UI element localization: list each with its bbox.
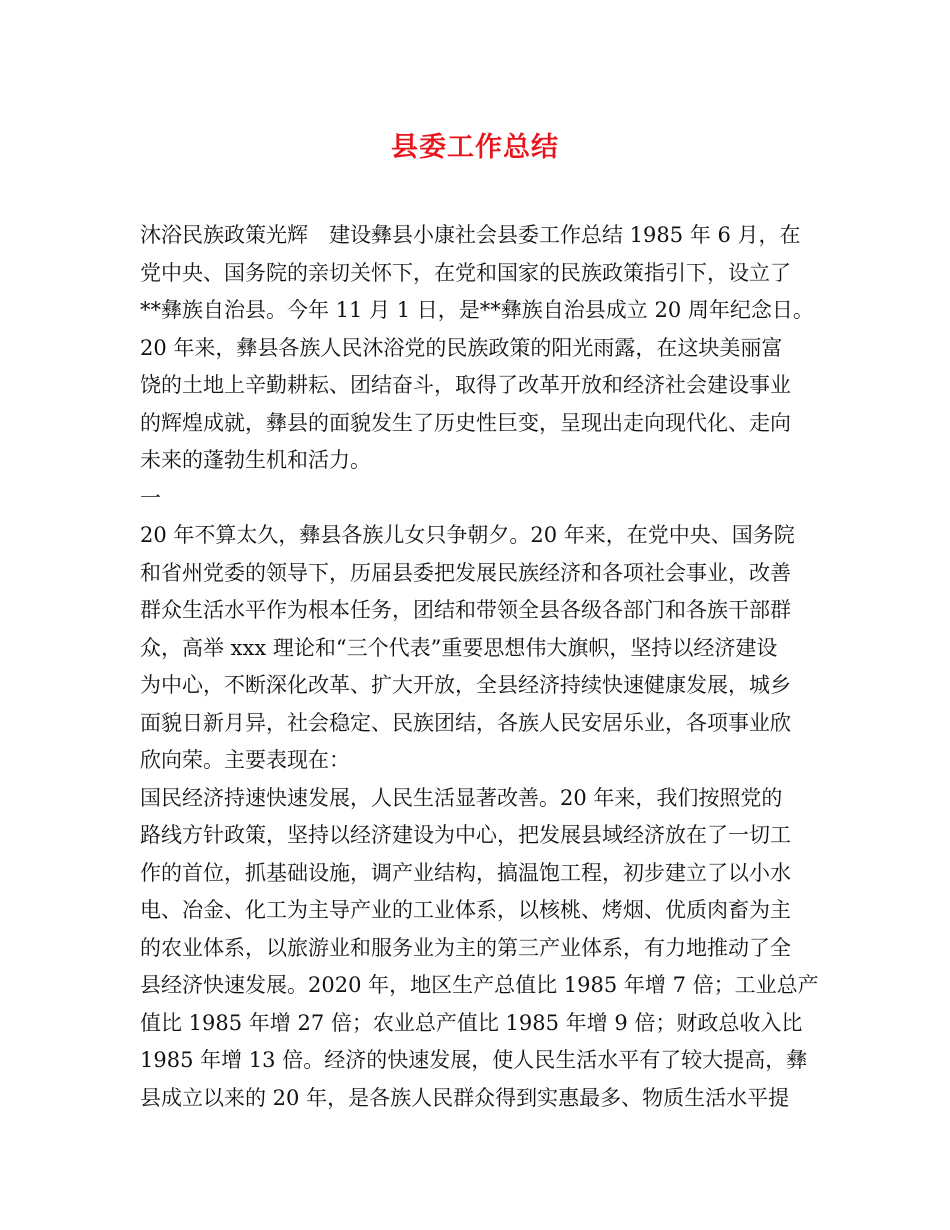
body-line: 的农业体系，以旅游业和服务业为主的第三产业体系，有力地推动了全 [140, 935, 791, 960]
body-line: 作的首位，抓基础设施，调产业结构，搞温饱工程，初步建立了以小水 [140, 860, 791, 885]
body-line: 众，高举 xxx 理论和“三个代表”重要思想伟大旗帜，坚持以经济建设 [140, 635, 778, 660]
body-line: 的辉煌成就，彝县的面貌发生了历史性巨变，呈现出走向现代化、走向 [140, 410, 791, 435]
body-line: 欣向荣。主要表现在： [140, 748, 350, 772]
body-line: 路线方针政策，坚持以经济建设为中心，把发展县域经济放在了一切工 [140, 823, 791, 847]
document-title: 县委工作总结 [391, 132, 559, 163]
body-line: 值比 1985 年增 27 倍；农业总产值比 1985 年增 9 倍；财政总收入比 [140, 1010, 803, 1035]
body-line: 未来的蓬勃生机和活力。 [140, 448, 371, 472]
document-body [140, 217, 819, 1117]
body-line: 县经济快速发展。2020 年，地区生产总值比 1985 年增 7 倍；工业总产 [140, 973, 819, 997]
body-line: 为中心，不断深化改革、扩大开放，全县经济持续快速健康发展，城乡 [140, 673, 791, 697]
body-line: 20 年不算太久，彝县各族儿女只争朝夕。20 年来，在党中央、国务院 [140, 523, 795, 547]
body-line: 县成立以来的 20 年，是各族人民群众得到实惠最多、物质生活水平提 [140, 1085, 790, 1110]
body-line: 1985 年增 13 倍。经济的快速发展，使人民生活水平有了较大提高，彝 [140, 1048, 808, 1072]
body-line: **彝族自治县。今年 11 月 1 日，是**彝族自治县成立 20 周年纪念日。 [140, 298, 814, 322]
body-line: 党中央、国务院的亲切关怀下，在党和国家的民族政策指引下，设立了 [140, 260, 791, 285]
body-line: 和省州党委的领导下，历届县委把发展民族经济和各项社会事业，改善 [140, 560, 791, 585]
body-line: 电、冶金、化工为主导产业的工业体系，以核桃、烤烟、优质肉畜为主 [140, 898, 791, 922]
body-line: 国民经济持速快速发展，人民生活显著改善。20 年来，我们按照党的 [140, 785, 783, 810]
body-line: 20 年来，彝县各族人民沐浴党的民族政策的阳光雨露，在这块美丽富 [140, 335, 783, 360]
body-line: 饶的土地上辛勤耕耘、团结奋斗，取得了改革开放和经济社会建设事业 [140, 373, 791, 397]
body-line: 沐浴民族政策光辉 建设彝县小康社会县委工作总结 1985 年 6 月，在 [140, 223, 801, 247]
body-line: 群众生活水平作为根本任务，团结和带领全县各级各部门和各族干部群 [140, 598, 791, 622]
body-line: 面貌日新月异，社会稳定、民族团结，各族人民安居乐业，各项事业欣 [140, 710, 791, 735]
section-marker: 一 [140, 485, 161, 510]
